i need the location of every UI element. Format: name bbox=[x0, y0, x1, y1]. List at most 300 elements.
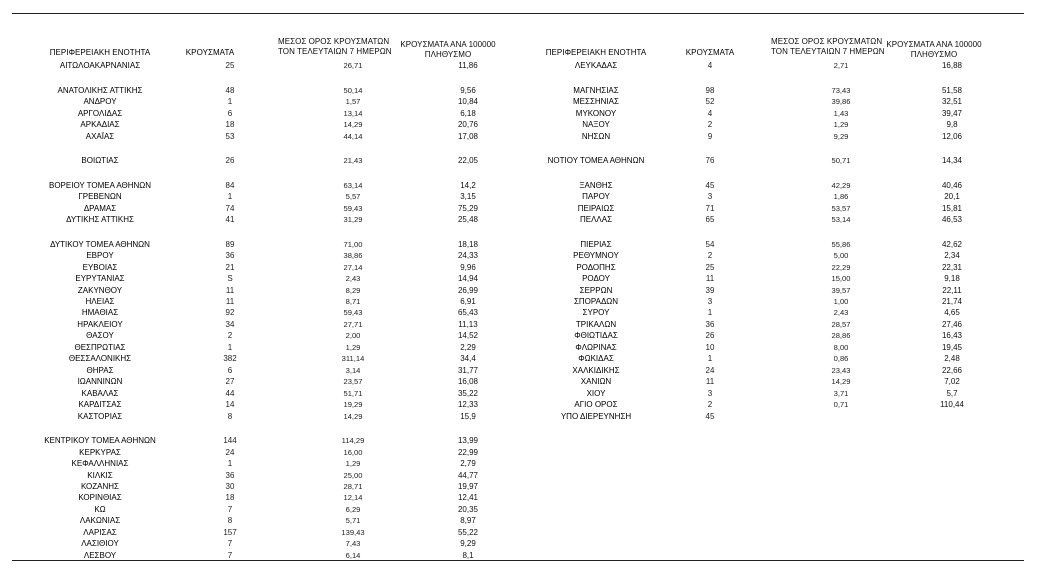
table-row bbox=[20, 436, 520, 446]
cases-cell: 71 bbox=[705, 203, 715, 213]
avg-7day-cell: 23,43 bbox=[831, 365, 851, 375]
per-100k-cell: 9,18 bbox=[944, 274, 960, 284]
right-header-per100k-line2: ΠΛΗΘΥΣΜΟ bbox=[910, 50, 958, 59]
table-row bbox=[516, 320, 1016, 330]
region-cell: ΕΥΒΟΙΑΣ bbox=[82, 262, 118, 272]
region-cell: ΔΡΑΜΑΣ bbox=[83, 203, 117, 213]
avg-7day-cell: 25,00 bbox=[343, 470, 363, 480]
table-row bbox=[516, 251, 1016, 261]
avg-7day-cell: 63,14 bbox=[343, 180, 363, 190]
per-100k-cell: 46,53 bbox=[941, 215, 963, 225]
avg-7day-cell: 5,71 bbox=[345, 516, 361, 526]
table-row bbox=[20, 132, 520, 142]
per-100k-cell: 20,1 bbox=[944, 192, 960, 202]
region-cell: ΥΠΟ ΔΙΕΡΕΥΝΗΣΗ bbox=[560, 411, 632, 421]
table-row bbox=[20, 240, 520, 250]
table-row bbox=[516, 97, 1016, 107]
region-cell: ΒΟΡΕΙΟΥ ΤΟΜΕΑ ΑΘΗΝΩΝ bbox=[48, 180, 152, 190]
per-100k-cell: 19,97 bbox=[457, 481, 479, 491]
avg-7day-cell: 1,29 bbox=[345, 459, 361, 468]
per-100k-cell: 44,77 bbox=[457, 470, 479, 480]
region-cell: ΗΛΕΙΑΣ bbox=[85, 297, 115, 306]
avg-7day-cell: 14,29 bbox=[831, 377, 851, 387]
cases-cell: 4 bbox=[707, 61, 713, 70]
per-100k-cell: 22,31 bbox=[941, 262, 963, 272]
table-row bbox=[516, 366, 1016, 376]
avg-7day-cell: 14,29 bbox=[343, 411, 363, 421]
cases-cell: 2 bbox=[707, 120, 713, 129]
region-cell: ΧΙΟΥ bbox=[586, 388, 606, 398]
right-header-per100k-line1: ΚΡΟΥΣΜΑΤΑ ΑΝΑ 100000 bbox=[886, 40, 982, 49]
cases-cell: 4 bbox=[707, 108, 713, 118]
table-row bbox=[20, 505, 520, 515]
cases-cell: 36 bbox=[705, 319, 715, 329]
avg-7day-cell: 1,29 bbox=[345, 342, 361, 352]
cases-cell: 8 bbox=[227, 411, 233, 421]
table-row bbox=[516, 400, 1016, 410]
per-100k-cell: 16,43 bbox=[941, 331, 963, 341]
per-100k-cell: 21,74 bbox=[941, 297, 963, 306]
region-cell: ΔΥΤΙΚΟΥ ΤΟΜΕΑ ΑΘΗΝΩΝ bbox=[50, 239, 150, 249]
cases-cell: 98 bbox=[705, 85, 715, 95]
left-header-avg-line2: ΤΟΝ ΤΕΛΕΥΤΑΙΩΝ 7 ΗΜΕΡΩΝ bbox=[278, 47, 392, 56]
table-row bbox=[516, 274, 1016, 284]
avg-7day-cell: 28,86 bbox=[831, 331, 851, 341]
table-row bbox=[20, 97, 520, 107]
cases-cell: 84 bbox=[225, 180, 235, 190]
cases-cell: 45 bbox=[705, 411, 715, 421]
avg-7day-cell: 59,43 bbox=[343, 203, 363, 213]
region-cell: ΣΠΟΡΑΔΩΝ bbox=[573, 297, 619, 306]
avg-7day-cell: 311,14 bbox=[341, 354, 365, 364]
region-cell: ΚΑΒΑΛΑΣ bbox=[81, 388, 119, 398]
avg-7day-cell: 8,00 bbox=[833, 342, 849, 352]
avg-7day-cell: 23,57 bbox=[343, 377, 363, 387]
cases-cell: 45 bbox=[705, 180, 715, 190]
table-row bbox=[516, 61, 1016, 71]
cases-cell: 53 bbox=[225, 131, 235, 141]
avg-7day-cell: 9,29 bbox=[833, 131, 849, 141]
table-row bbox=[20, 516, 520, 526]
region-cell: ΚΟΡΙΝΘΙΑΣ bbox=[78, 493, 122, 503]
per-100k-cell: 2,48 bbox=[944, 354, 960, 364]
cases-cell: 27 bbox=[225, 377, 235, 387]
avg-7day-cell: 38,86 bbox=[343, 251, 363, 261]
avg-7day-cell: 0,86 bbox=[833, 354, 849, 364]
per-100k-cell: 27,46 bbox=[941, 319, 963, 329]
per-100k-cell: 17,08 bbox=[457, 131, 479, 141]
cases-cell: 24 bbox=[225, 447, 235, 457]
avg-7day-cell: 73,43 bbox=[831, 85, 851, 95]
region-cell: ΚΑΡΔΙΤΣΑΣ bbox=[78, 400, 122, 409]
per-100k-cell: 8,1 bbox=[462, 550, 474, 560]
region-cell: ΑΡΚΑΔΙΑΣ bbox=[80, 120, 120, 129]
table-row bbox=[516, 377, 1016, 387]
right-header-cases: ΚΡΟΥΣΜΑΤΑ bbox=[685, 48, 735, 57]
avg-7day-cell: 55,86 bbox=[831, 239, 851, 249]
table-row bbox=[20, 86, 520, 96]
per-100k-cell: 32,51 bbox=[941, 97, 963, 107]
per-100k-cell: 6,18 bbox=[460, 108, 476, 118]
avg-7day-cell: 53,57 bbox=[831, 203, 851, 213]
region-cell: ΑΧΑΪΑΣ bbox=[85, 131, 115, 141]
table-row bbox=[516, 132, 1016, 142]
per-100k-cell: 9,8 bbox=[946, 120, 958, 129]
per-100k-cell: 25,48 bbox=[457, 215, 479, 225]
avg-7day-cell: 21,43 bbox=[343, 156, 363, 166]
region-cell: ΚΕΦΑΛΛΗΝΙΑΣ bbox=[71, 459, 129, 468]
avg-7day-cell: 2,00 bbox=[345, 331, 361, 341]
region-cell: ΘΗΡΑΣ bbox=[86, 365, 114, 375]
per-100k-cell: 51,58 bbox=[941, 85, 963, 95]
cases-cell: 6 bbox=[227, 108, 233, 118]
region-cell: ΡΟΔΟΥ bbox=[582, 274, 610, 284]
region-cell: ΣΥΡΟΥ bbox=[582, 308, 610, 318]
per-100k-cell: 5,7 bbox=[946, 388, 958, 398]
table-row bbox=[20, 528, 520, 538]
per-100k-cell: 2,34 bbox=[944, 251, 960, 261]
avg-7day-cell: 19,29 bbox=[343, 400, 363, 409]
cases-cell: 157 bbox=[223, 527, 237, 537]
region-cell: ΘΑΣΟΥ bbox=[86, 331, 114, 341]
cases-cell: 11 bbox=[225, 285, 235, 295]
table-row bbox=[20, 377, 520, 387]
region-cell: ΑΝΔΡΟΥ bbox=[83, 97, 117, 107]
right-header-avg-line1: ΜΕΣΟΣ ΟΡΟΣ ΚΡΟΥΣΜΑΤΩΝ bbox=[771, 37, 883, 46]
per-100k-cell: 8,97 bbox=[460, 516, 476, 526]
cases-cell: 65 bbox=[705, 215, 715, 225]
avg-7day-cell: 28,71 bbox=[343, 481, 363, 491]
region-cell: ΣΕΡΡΩΝ bbox=[579, 285, 613, 295]
per-100k-cell: 22,05 bbox=[457, 156, 479, 166]
per-100k-cell: 34,4 bbox=[460, 354, 476, 364]
table-row bbox=[20, 366, 520, 376]
region-cell: ΘΕΣΣΑΛΟΝΙΚΗΣ bbox=[68, 354, 132, 364]
region-cell: ΔΥΤΙΚΗΣ ΑΤΤΙΚΗΣ bbox=[66, 215, 134, 225]
region-cell: ΚΙΛΚΙΣ bbox=[87, 470, 113, 480]
cases-cell: 30 bbox=[225, 481, 235, 491]
table-row bbox=[20, 412, 520, 422]
region-cell: ΓΡΕΒΕΝΩΝ bbox=[78, 192, 122, 202]
avg-7day-cell: 1,29 bbox=[833, 120, 849, 129]
table-row bbox=[20, 331, 520, 341]
region-cell: ΠΕΙΡΑΙΩΣ bbox=[577, 203, 615, 213]
cases-cell: 7 bbox=[227, 550, 233, 560]
per-100k-cell: 16,88 bbox=[941, 61, 963, 70]
bottom-rule bbox=[12, 560, 1024, 561]
table-row bbox=[20, 109, 520, 119]
cases-cell: 382 bbox=[223, 354, 237, 364]
top-rule bbox=[12, 13, 1024, 14]
table-row bbox=[516, 389, 1016, 399]
table-row bbox=[20, 448, 520, 458]
cases-cell: 6 bbox=[227, 365, 233, 375]
table-row bbox=[516, 286, 1016, 296]
region-cell: ΑΙΤΩΛΟΑΚΑΡΝΑΝΙΑΣ bbox=[59, 61, 141, 70]
table-row bbox=[20, 297, 520, 307]
table-row bbox=[516, 192, 1016, 202]
cases-cell: 8 bbox=[227, 516, 233, 526]
cases-cell: 2 bbox=[707, 400, 713, 409]
avg-7day-cell: 1,00 bbox=[833, 297, 849, 306]
region-cell: ΖΑΚΥΝΘΟΥ bbox=[77, 285, 123, 295]
table-row bbox=[20, 215, 520, 225]
cases-cell: 25 bbox=[705, 262, 715, 272]
per-100k-cell: 3,15 bbox=[460, 192, 476, 202]
cases-cell: 48 bbox=[225, 85, 235, 95]
per-100k-cell: 14,2 bbox=[460, 180, 476, 190]
avg-7day-cell: 2,43 bbox=[833, 308, 849, 318]
avg-7day-cell: 2,43 bbox=[345, 274, 361, 284]
per-100k-cell: 9,56 bbox=[460, 85, 476, 95]
avg-7day-cell: 139,43 bbox=[341, 527, 365, 537]
table-row bbox=[516, 308, 1016, 318]
avg-7day-cell: 6,14 bbox=[345, 550, 361, 560]
per-100k-cell: 18,18 bbox=[457, 239, 479, 249]
table-row bbox=[20, 354, 520, 364]
per-100k-cell: 14,94 bbox=[457, 274, 479, 284]
avg-7day-cell: 16,00 bbox=[343, 447, 363, 457]
table-row bbox=[516, 240, 1016, 250]
region-cell: ΗΜΑΘΙΑΣ bbox=[81, 308, 119, 318]
region-cell: ΕΒΡΟΥ bbox=[86, 251, 114, 261]
cases-cell: 1 bbox=[227, 459, 233, 468]
right-header-per100k bbox=[884, 40, 984, 60]
cases-cell: 52 bbox=[705, 97, 715, 107]
avg-7day-cell: 59,43 bbox=[343, 308, 363, 318]
per-100k-cell: 14,34 bbox=[941, 156, 963, 166]
per-100k-cell: 24,33 bbox=[457, 251, 479, 261]
region-cell: ΠΕΛΛΑΣ bbox=[579, 215, 613, 225]
per-100k-cell: 22,11 bbox=[942, 285, 962, 295]
cases-cell: 41 bbox=[225, 215, 235, 225]
region-cell: ΕΥΡΥΤΑΝΙΑΣ bbox=[75, 274, 125, 284]
region-cell: ΧΑΛΚΙΔΙΚΗΣ bbox=[572, 365, 620, 375]
table-row bbox=[20, 459, 520, 469]
avg-7day-cell: 53,14 bbox=[831, 215, 851, 225]
avg-7day-cell: 8,71 bbox=[345, 297, 361, 306]
avg-7day-cell: 27,71 bbox=[343, 319, 363, 329]
per-100k-cell: 2,29 bbox=[460, 342, 476, 352]
region-cell: ΠΙΕΡΙΑΣ bbox=[580, 239, 612, 249]
per-100k-cell: 31,77 bbox=[457, 365, 479, 375]
per-100k-cell: 15,9 bbox=[460, 411, 476, 421]
region-cell: ΚΕΝΤΡΙΚΟΥ ΤΟΜΕΑ ΑΘΗΝΩΝ bbox=[44, 436, 156, 446]
cases-cell: 3 bbox=[707, 297, 713, 306]
region-cell: ΛΑΚΩΝΙΑΣ bbox=[79, 516, 121, 526]
avg-7day-cell: 39,57 bbox=[831, 285, 851, 295]
table-row bbox=[20, 120, 520, 130]
cases-cell: 11 bbox=[225, 297, 235, 306]
avg-7day-cell: 51,71 bbox=[343, 388, 363, 398]
table-row bbox=[516, 215, 1016, 225]
table-row bbox=[20, 274, 520, 284]
cases-cell: 1 bbox=[707, 308, 713, 318]
region-cell: ΛΑΣΙΘΙΟΥ bbox=[81, 539, 119, 549]
cases-cell: 1 bbox=[227, 97, 233, 107]
table-row bbox=[20, 192, 520, 202]
cases-cell: 54 bbox=[705, 239, 715, 249]
per-100k-cell: 22,99 bbox=[457, 447, 479, 457]
region-cell: ΦΩΚΙΔΑΣ bbox=[578, 354, 614, 364]
per-100k-cell: 10,84 bbox=[457, 97, 479, 107]
table-row bbox=[516, 181, 1016, 191]
cases-cell: 21 bbox=[225, 262, 235, 272]
cases-cell: 9 bbox=[707, 131, 713, 141]
cases-cell: 18 bbox=[225, 493, 235, 503]
region-cell: ΚΕΡΚΥΡΑΣ bbox=[79, 447, 121, 457]
table-row bbox=[516, 354, 1016, 364]
region-cell: ΛΕΣΒΟΥ bbox=[83, 550, 117, 560]
left-header-avg bbox=[278, 37, 392, 57]
per-100k-cell: 75,29 bbox=[457, 203, 479, 213]
cases-cell: 11 bbox=[705, 274, 715, 284]
per-100k-cell: 20,35 bbox=[457, 504, 479, 514]
avg-7day-cell: 13,14 bbox=[343, 108, 363, 118]
avg-7day-cell: 50,71 bbox=[831, 156, 851, 166]
avg-7day-cell: 71,00 bbox=[343, 239, 363, 249]
cases-cell: 18 bbox=[225, 120, 235, 129]
region-cell: ΦΛΩΡΙΝΑΣ bbox=[575, 342, 617, 352]
left-header-avg-line1: ΜΕΣΟΣ ΟΡΟΣ ΚΡΟΥΣΜΑΤΩΝ bbox=[278, 37, 390, 46]
cases-cell: 2 bbox=[707, 251, 713, 261]
table-row bbox=[516, 331, 1016, 341]
cases-cell: 36 bbox=[225, 251, 235, 261]
left-header-per100k-line2: ΠΛΗΘΥΣΜΟ bbox=[424, 50, 472, 59]
avg-7day-cell: 22,29 bbox=[831, 262, 851, 272]
region-cell: ΗΡΑΚΛΕΙΟΥ bbox=[77, 319, 123, 329]
region-cell: ΚΩ bbox=[94, 504, 106, 514]
cases-cell: 2 bbox=[227, 331, 233, 341]
region-cell: ΡΟΔΟΠΗΣ bbox=[576, 262, 616, 272]
cases-cell: 92 bbox=[225, 308, 235, 318]
per-100k-cell: 65,43 bbox=[457, 308, 479, 318]
avg-7day-cell: 5,57 bbox=[345, 192, 361, 202]
per-100k-cell: 7,02 bbox=[944, 377, 960, 387]
table-row bbox=[20, 181, 520, 191]
left-header-per100k bbox=[398, 40, 498, 60]
region-cell: ΚΟΖΑΝΗΣ bbox=[80, 481, 120, 491]
cases-cell: 76 bbox=[705, 156, 715, 166]
table-row bbox=[20, 263, 520, 273]
cases-cell: 34 bbox=[225, 319, 235, 329]
avg-7day-cell: 7,43 bbox=[345, 539, 361, 549]
cases-cell: 26 bbox=[705, 331, 715, 341]
table-row bbox=[516, 297, 1016, 307]
region-cell: ΤΡΙΚΑΛΩΝ bbox=[575, 319, 617, 329]
right-header-avg bbox=[771, 37, 885, 57]
region-cell: ΒΟΙΩΤΙΑΣ bbox=[81, 156, 119, 166]
region-cell: ΞΑΝΘΗΣ bbox=[579, 180, 613, 190]
avg-7day-cell: 6,29 bbox=[345, 504, 361, 514]
region-cell: ΦΘΙΩΤΙΔΑΣ bbox=[574, 331, 618, 341]
avg-7day-cell: 12,14 bbox=[343, 493, 363, 503]
region-cell: ΜΥΚΟΝΟΥ bbox=[575, 108, 617, 118]
left-header-cases: ΚΡΟΥΣΜΑΤΑ bbox=[185, 48, 235, 57]
table-row bbox=[20, 251, 520, 261]
cases-cell: 25 bbox=[225, 61, 235, 70]
region-cell: ΜΕΣΣΗΝΙΑΣ bbox=[573, 97, 619, 107]
avg-7day-cell: 3,71 bbox=[833, 388, 849, 398]
avg-7day-cell: 42,29 bbox=[831, 180, 851, 190]
per-100k-cell: 22,66 bbox=[941, 365, 963, 375]
cases-cell: 26 bbox=[225, 156, 235, 166]
avg-7day-cell: 15,00 bbox=[831, 274, 851, 284]
table-row bbox=[516, 86, 1016, 96]
cases-cell: 1 bbox=[227, 192, 233, 202]
region-cell: ΝΑΞΟΥ bbox=[582, 120, 610, 129]
per-100k-cell: 12,41 bbox=[457, 493, 479, 503]
region-cell: ΑΡΓΟΛΙΔΑΣ bbox=[77, 108, 123, 118]
avg-7day-cell: 5,00 bbox=[833, 251, 849, 261]
per-100k-cell: 16,08 bbox=[457, 377, 479, 387]
table-row bbox=[20, 286, 520, 296]
cases-cell: 3 bbox=[707, 192, 713, 202]
region-cell: ΙΩΑΝΝΙΝΩΝ bbox=[77, 377, 123, 387]
per-100k-cell: 26,99 bbox=[457, 285, 479, 295]
cases-cell: 7 bbox=[227, 539, 233, 549]
per-100k-cell: 55,22 bbox=[457, 527, 479, 537]
left-header-per100k-line1: ΚΡΟΥΣΜΑΤΑ ΑΝΑ 100000 bbox=[400, 40, 496, 49]
cases-cell: 11 bbox=[705, 377, 715, 387]
cases-cell: 24 bbox=[705, 365, 715, 375]
table-row bbox=[20, 61, 520, 71]
per-100k-cell: 42,62 bbox=[941, 239, 963, 249]
per-100k-cell: 11,13 bbox=[458, 319, 478, 329]
table-row bbox=[20, 389, 520, 399]
region-cell: ΛΕΥΚΑΔΑΣ bbox=[574, 61, 618, 70]
cases-cell: 1 bbox=[227, 342, 233, 352]
per-100k-cell: 15,81 bbox=[941, 203, 963, 213]
table-row bbox=[20, 482, 520, 492]
table-row bbox=[20, 400, 520, 410]
avg-7day-cell: 1,57 bbox=[345, 97, 361, 107]
cases-cell: 7 bbox=[227, 504, 233, 514]
region-cell: ΛΑΡΙΣΑΣ bbox=[83, 527, 117, 537]
per-100k-cell: 14,52 bbox=[457, 331, 479, 341]
region-cell: ΘΕΣΠΡΩΤΙΑΣ bbox=[74, 342, 126, 352]
cases-cell: 3 bbox=[707, 388, 713, 398]
table-row bbox=[516, 412, 1016, 422]
avg-7day-cell: 114,29 bbox=[341, 436, 365, 446]
avg-7day-cell: 50,14 bbox=[343, 85, 363, 95]
avg-7day-cell: 2,71 bbox=[833, 61, 849, 70]
region-cell: ΝΟΤΙΟΥ ΤΟΜΕΑ ΑΘΗΝΩΝ bbox=[547, 156, 645, 166]
table-row bbox=[20, 471, 520, 481]
region-cell: ΠΑΡΟΥ bbox=[582, 192, 610, 202]
avg-7day-cell: 39,86 bbox=[831, 97, 851, 107]
avg-7day-cell: 1,86 bbox=[833, 192, 849, 202]
cases-cell: 14 bbox=[225, 400, 235, 409]
region-cell: ΜΑΓΝΗΣΙΑΣ bbox=[573, 85, 619, 95]
table-row bbox=[516, 156, 1016, 166]
region-cell: ΡΕΘΥΜΝΟΥ bbox=[573, 251, 619, 261]
cases-cell: 44 bbox=[225, 388, 235, 398]
table-row bbox=[516, 204, 1016, 214]
avg-7day-cell: 1,43 bbox=[833, 108, 849, 118]
cases-cell: S bbox=[227, 274, 233, 284]
table-row bbox=[516, 120, 1016, 130]
avg-7day-cell: 27,14 bbox=[343, 262, 363, 272]
region-cell: ΑΓΙΟ ΟΡΟΣ bbox=[574, 400, 618, 409]
cases-cell: 39 bbox=[705, 285, 715, 295]
per-100k-cell: 12,33 bbox=[457, 400, 479, 409]
table-row bbox=[20, 156, 520, 166]
cases-cell: 144 bbox=[223, 436, 237, 446]
per-100k-cell: 9,29 bbox=[460, 539, 476, 549]
per-100k-cell: 6,91 bbox=[460, 297, 476, 306]
per-100k-cell: 35,22 bbox=[457, 388, 479, 398]
